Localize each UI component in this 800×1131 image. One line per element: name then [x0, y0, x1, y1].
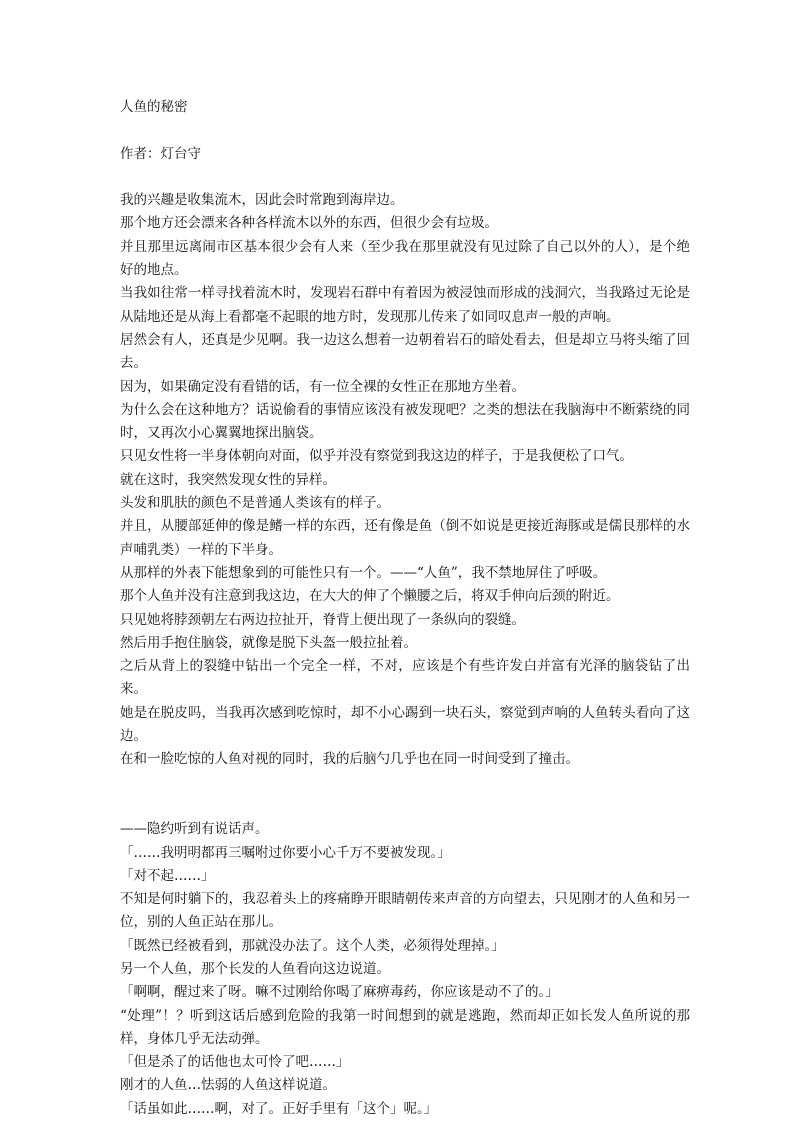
- story-section-1: [120, 189, 690, 771]
- paragraph: 那个地方还会漂来各种各样流木以外的东西，但很少会有垃圾。: [120, 215, 498, 232]
- paragraph: 居然会有人，还真是少见啊。我一边这么想着一边朝着岩石的暗处看去，但是却立马将头缩了回去。: [120, 331, 690, 372]
- paragraph: 因为，如果确定没有看错的话，有一位全裸的女性正在那地方坐着。: [120, 378, 525, 395]
- paragraph: 为什么会在这种地方？话说偷看的事情应该没有被发现吧？之类的想法在我脑海中不断萦绕的同时，又再次小心翼翼地探出脑袋。: [120, 401, 690, 442]
- paragraph: 「话虽如此……啊，对了。正好手里有「这个」呢。」: [120, 1100, 438, 1117]
- story-section-2: [120, 818, 690, 1121]
- paragraph: 刚才的人鱼…怯弱的人鱼这样说道。: [120, 1077, 336, 1094]
- paragraph: 只见她将脖颈朝左右两边拉扯开，脊背上便出现了一条纵向的裂缝。: [120, 611, 525, 628]
- paragraph: 之后从背上的裂缝中钻出一个完全一样，不对，应该是个有些许发白并富有光泽的脑袋钻了出来。: [120, 658, 690, 698]
- paragraph: 在和一脸吃惊的人鱼对视的同时，我的后脑勺几乎也在同一时间受到了撞击。: [120, 751, 579, 768]
- paragraph: “处理”！？听到这话后感到危险的我第一时间想到的就是逃跑，然而却正如长发人鱼所说的那样，身体几乎无法动弹。: [120, 1007, 690, 1047]
- paragraph: 「……我明明都再三嘱咐过你要小心千万不要被发现。」: [120, 844, 451, 861]
- paragraph: 头发和肌肤的颜色不是普通人类该有的样子。: [120, 495, 390, 512]
- paragraph: 然后用手抱住脑袋，就像是脱下头盔一般拉扯着。: [120, 634, 417, 651]
- paragraph: 「既然已经被看到，那就没办法了。这个人类，必须得处理掉。」: [120, 937, 505, 954]
- paragraph: 她是在脱皮吗，当我再次感到吃惊时，却不小心踢到一块石头，察觉到声响的人鱼转头看向了这边。: [120, 704, 690, 745]
- document-content: [120, 96, 690, 1121]
- paragraph: 「但是杀了的话他也太可怜了吧……」: [120, 1054, 350, 1071]
- paragraph: 并且，从腰部延伸的像是鳍一样的东西，还有像是鱼（倒不如说是更接近海豚或是儒艮那样的水声哺乳类）一样的下半身。: [120, 518, 690, 558]
- paragraph: 只见女性将一半身体朝向对面，似乎并没有察觉到我这边的样子，于是我便松了口气。: [120, 448, 633, 465]
- paragraph: 从那样的外表下能想象到的可能性只有一个。——“人鱼”，我不禁地屏住了呼吸。: [120, 564, 607, 581]
- document-title: 人鱼的秘密: [120, 99, 188, 115]
- paragraph: 「啊啊，醒过来了呀。嘛不过刚给你喝了麻痹毒药，你应该是动不了的。」: [120, 984, 559, 1001]
- paragraph: 我的兴趣是收集流木，因此会时常跑到海岸边。: [120, 192, 404, 209]
- paragraph: 「对不起……」: [120, 867, 215, 884]
- paragraph: 就在这时，我突然发现女性的异样。: [120, 471, 336, 488]
- paragraph: 另一个人鱼，那个长发的人鱼看向这边说道。: [120, 960, 390, 977]
- paragraph: ——隐约听到有说话声。: [120, 821, 269, 838]
- paragraph: 不知是何时躺下的，我忍着头上的疼痛睁开眼睛朝传来声音的方向望去，只见刚才的人鱼和另一位，别的人鱼正站在那儿。: [120, 891, 690, 931]
- paragraph: 当我如往常一样寻找着流木时，发现岩石群中有着因为被浸蚀而形成的浅洞穴，当我路过无论是从陆地还是从海上看都毫不起眼的地方时，发现那儿传来了如同叹息声一般的声响。: [120, 285, 690, 325]
- paragraph: 那个人鱼并没有注意到我这边，在大大的伸了个懒腰之后，将双手伸向后颈的附近。: [120, 588, 620, 605]
- paragraph: 并且那里远离闹市区基本很少会有人来（至少我在那里就没有见过除了自己以外的人），是个绝好的地点。: [120, 238, 690, 279]
- document-author: 作者：灯台守: [120, 145, 201, 162]
